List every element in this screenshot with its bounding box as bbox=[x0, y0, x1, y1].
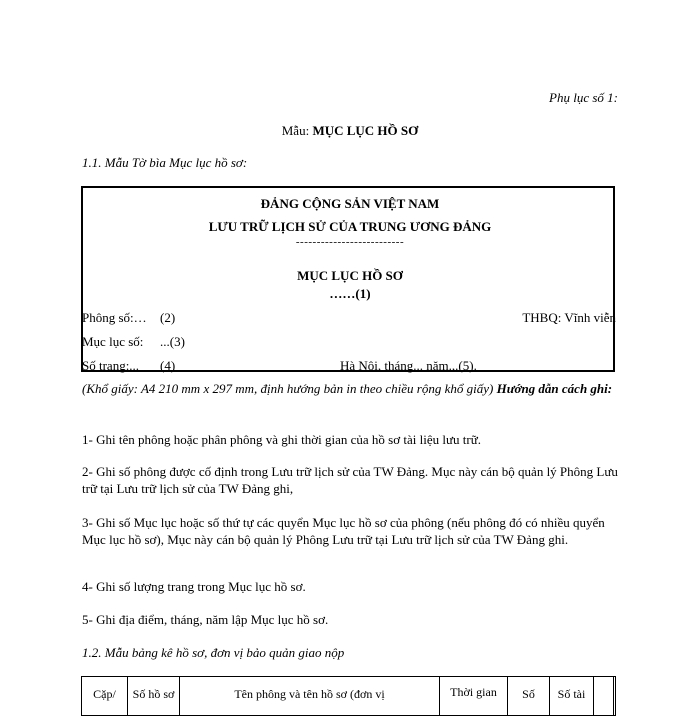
header-cell: Số bbox=[508, 677, 550, 716]
paper-note-text: (Khổ giấy: A4 210 mm x 297 mm, định hướng bản in theo chiều rộng khổ giấy) bbox=[82, 381, 494, 396]
instruction-4: 4- Ghi số lượng trang trong Mục lục hồ sơ. bbox=[82, 579, 306, 594]
section-heading-1-1: 1.1. Mẫu Tờ bìa Mục lục hồ sơ: bbox=[82, 155, 248, 170]
title-main: MỤC LỤC HỒ SƠ bbox=[312, 123, 419, 138]
inventory-table-header bbox=[81, 676, 616, 716]
header-cell bbox=[614, 677, 616, 716]
title-prefix: Mẫu: bbox=[281, 123, 313, 138]
archive-name: LƯU TRỮ LỊCH SỬ CỦA TRUNG ƯƠNG ĐẢNG bbox=[208, 219, 492, 234]
divider-line: -------------------------- bbox=[295, 236, 405, 248]
pages-number: (4) bbox=[160, 358, 176, 373]
document-title bbox=[0, 123, 700, 139]
retention-period: THBQ: Vĩnh viễn bbox=[522, 310, 616, 325]
place-date: Hà Nội, tháng... năm.,.(5). bbox=[340, 358, 477, 373]
instruction-2: 2- Ghi số phông được cố định trong Lưu trữ lịch sử của TW Đảng. Mục này cán bộ quản lý Phông Lưu trữ tại Lưu trữ lịch sử của TW Đảng ghi, bbox=[82, 464, 618, 496]
fond-label: Phông số:… bbox=[82, 310, 147, 325]
header-cell: Thời gian bbox=[440, 677, 508, 716]
instruction-1: 1- Ghi tên phông hoặc phân phông và ghi thời gian của hồ sơ tài liệu lưu trữ. bbox=[82, 432, 481, 447]
header-cell: Cặp/ bbox=[82, 677, 128, 716]
paper-size-note bbox=[82, 381, 618, 397]
header-cell: Số tài bbox=[550, 677, 594, 716]
pages-label: Số trang:... bbox=[82, 358, 140, 373]
header-cell bbox=[594, 677, 614, 716]
cover-title-number: ……(1) bbox=[329, 286, 371, 301]
fond-number: (2) bbox=[160, 310, 176, 325]
catalog-number: ...(3) bbox=[160, 334, 185, 349]
cover-title: MỤC LỤC HỒ SƠ bbox=[297, 268, 403, 283]
guide-heading: Hướng dẫn cách ghi: bbox=[496, 381, 613, 396]
header-cell: Tên phông và tên hồ sơ (đơn vị bbox=[180, 677, 440, 716]
appendix-label: Phụ lục số 1: bbox=[549, 90, 618, 105]
catalog-label: Mục lục số: bbox=[82, 334, 144, 349]
instruction-3: 3- Ghi số Mục lục hoặc số thứ tự các quyển Mục lục hồ sơ của phông (nếu phông đó có nhiều quyển Mục lục hồ sơ), Mục này cán bộ quản lý Phông Lưu trữ tại Lưu trữ lịch sử của TW Đảng ghi. bbox=[82, 515, 605, 547]
section-heading-1-2: 1.2. Mẫu bảng kê hồ sơ, đơn vị bảo quản giao nộp bbox=[82, 645, 345, 660]
party-name: ĐẢNG CỘNG SẢN VIỆT NAM bbox=[260, 196, 440, 211]
header-cell: Số hồ sơ bbox=[128, 677, 180, 716]
instruction-5: 5- Ghi địa điểm, tháng, năm lập Mục lục hồ sơ. bbox=[82, 612, 329, 627]
